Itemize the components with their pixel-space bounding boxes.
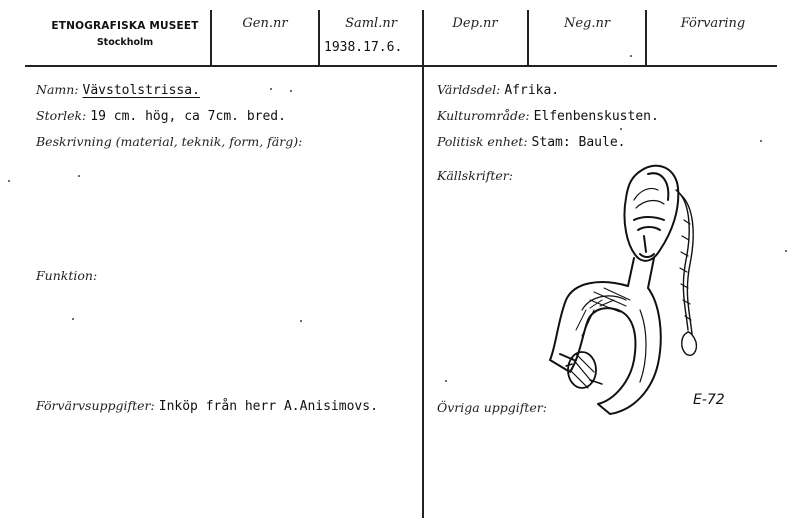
saml-nr-value: 1938.17.6.: [324, 40, 403, 55]
header-divider-4: [527, 10, 529, 66]
namn-value: Vävstolstrissa.: [82, 83, 200, 98]
varldsdel-row: [437, 82, 559, 98]
header-bottom-rule: [25, 65, 777, 67]
scan-speck: [445, 380, 447, 382]
museum-name: ETNOGRAFISKA MUSEET: [51, 20, 199, 32]
scan-speck: [760, 140, 762, 142]
kallskrifter-label: Källskrifter:: [437, 168, 513, 183]
kulturomrade-value: Elfenbenskusten.: [533, 109, 659, 124]
scan-speck: [300, 320, 302, 322]
varldsdel-label: Världsdel:: [437, 82, 501, 97]
header-divider-1: [210, 10, 212, 66]
ovriga-label: Övriga uppgifter:: [437, 400, 547, 415]
neg-nr-label: Neg.nr: [563, 16, 611, 31]
catalog-note: E-72: [693, 392, 725, 408]
scan-speck: [620, 128, 622, 130]
storlek-label: Storlek:: [36, 108, 87, 123]
center-divider: [422, 66, 424, 518]
scan-speck: [8, 180, 10, 182]
namn-row: [36, 82, 200, 98]
museum-block: [40, 20, 210, 49]
scan-speck: [290, 90, 292, 92]
storlek-row: [36, 108, 286, 124]
heddle-pulley-drawing: [530, 160, 730, 420]
forvarv-label: Förvärvsuppgifter:: [36, 398, 155, 413]
beskrivning-label: Beskrivning (material, teknik, form, färg):: [36, 134, 303, 149]
saml-nr-label: Saml.nr: [345, 16, 397, 31]
storlek-value: 19 cm. hög, ca 7cm. bred.: [90, 109, 286, 124]
header-divider-5: [645, 10, 647, 66]
funktion-label: Funktion:: [36, 268, 98, 283]
scan-speck: [78, 175, 80, 177]
politisk-label: Politisk enhet:: [437, 134, 528, 149]
scan-speck: [72, 318, 74, 320]
header-divider-3: [422, 10, 424, 66]
dep-nr-label: Dep.nr: [452, 16, 498, 31]
kulturomrade-row: [437, 108, 659, 124]
kulturomrade-label: Kulturområde:: [437, 108, 530, 123]
scan-speck: [270, 88, 272, 90]
namn-label: Namn:: [36, 82, 79, 97]
forvarv-row: [36, 398, 378, 414]
gen-nr-label: Gen.nr: [242, 16, 288, 31]
header-divider-2: [318, 10, 320, 66]
politisk-value: Stam: Baule.: [531, 135, 626, 150]
politisk-row: [437, 134, 625, 150]
varldsdel-value: Afrika.: [504, 83, 560, 98]
scan-speck: [785, 250, 787, 252]
scan-speck: [630, 55, 632, 57]
museum-city: Stockholm: [96, 37, 154, 49]
forvarv-value: Inköp från herr A.Anisimovs.: [158, 399, 378, 414]
forvaring-label: Förvaring: [680, 16, 746, 31]
